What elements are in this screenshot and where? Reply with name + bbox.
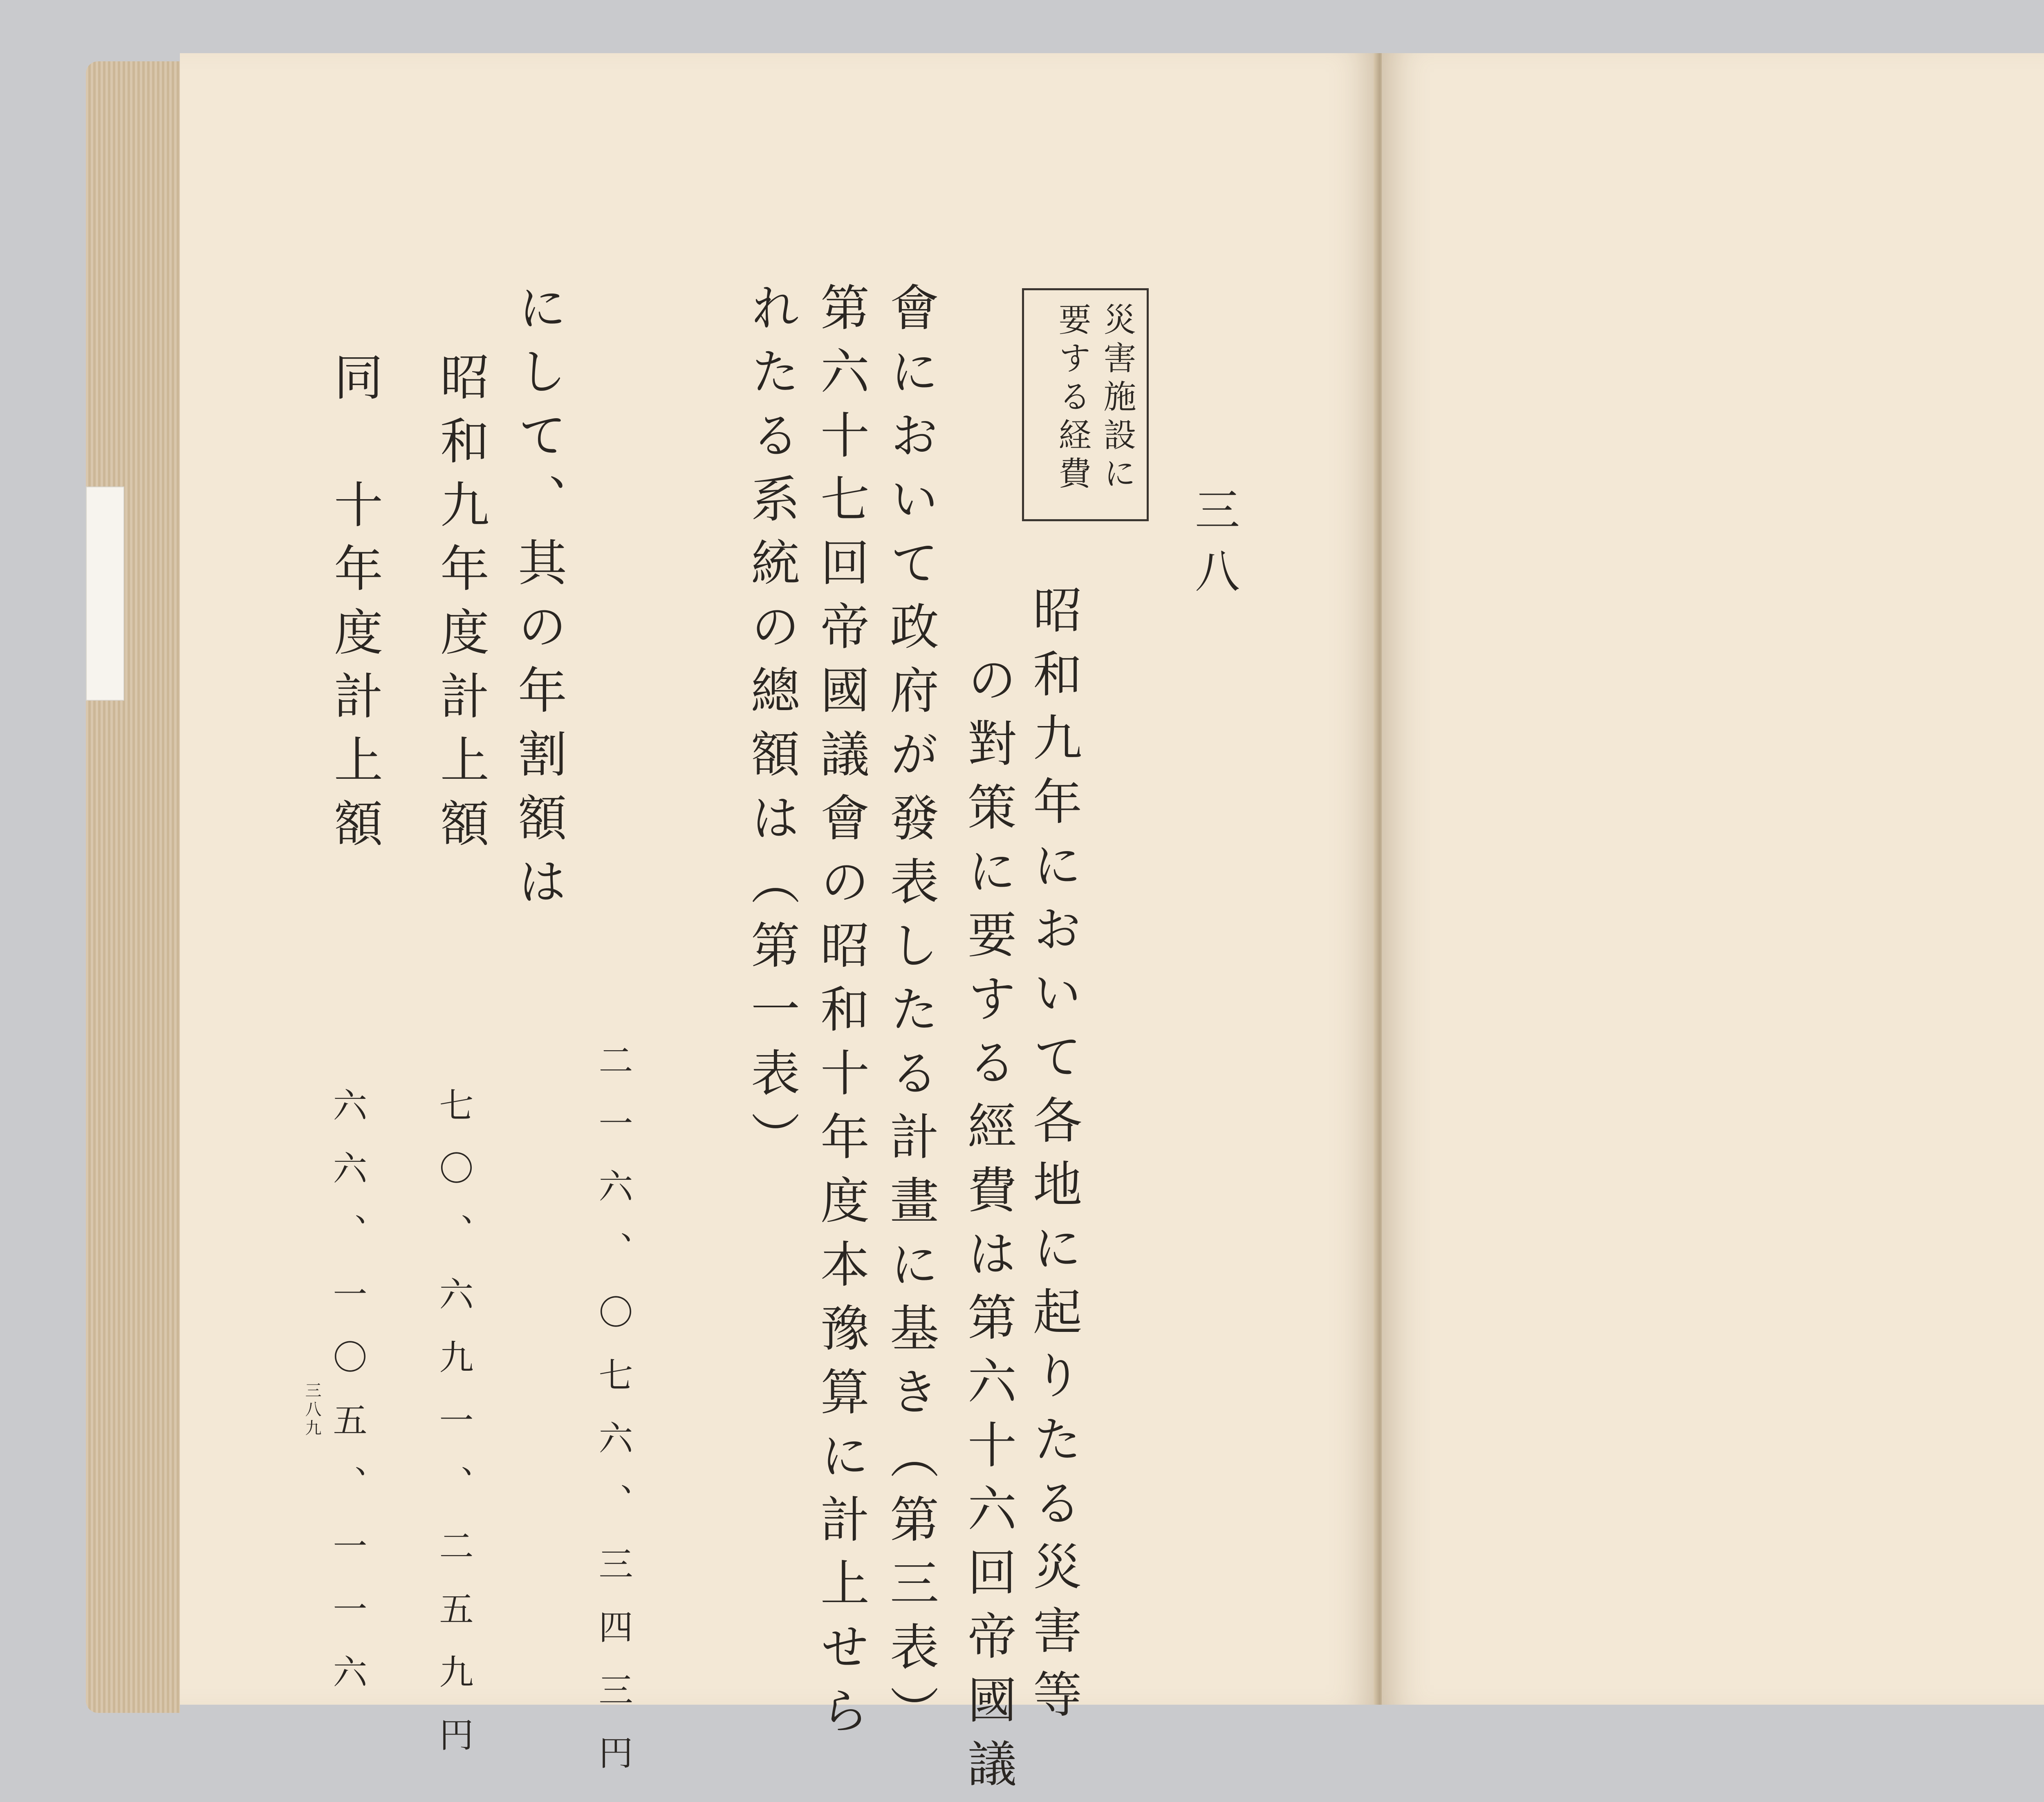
left-page bbox=[180, 53, 1378, 1802]
year10-amount: 六六、一〇五、一一六 bbox=[327, 1087, 368, 1717]
body-line-1: 昭和九年において各地に起りたる災害等 bbox=[1025, 585, 1082, 1733]
body-line-8: 同 十年度計上額 bbox=[326, 352, 383, 862]
body-line-3: 會において政府が發表したる計畫に基き（第三表） bbox=[882, 282, 939, 1749]
margin-note-line-2: 要する経費 bbox=[1053, 303, 1091, 495]
total-amount: 二一六、〇七六、三四三円 bbox=[593, 1042, 633, 1798]
year9-amount: 七〇、六九一、二五九円 bbox=[434, 1087, 474, 1780]
left-page-edges bbox=[86, 61, 180, 1713]
open-book bbox=[86, 45, 2044, 1802]
margin-note-box bbox=[1022, 288, 1149, 521]
body-line-6: にして、其の年割額は bbox=[510, 282, 567, 920]
section-heading: 三八 bbox=[1188, 486, 1240, 609]
right-page bbox=[1382, 53, 2044, 1705]
body-line-7: 昭和九年度計上額 bbox=[432, 352, 489, 862]
margin-note-line-1: 災害施設に bbox=[1098, 303, 1136, 495]
body-line-2: の對策に要する經費は第六十六回帝國議 bbox=[959, 654, 1016, 1802]
body-line-5: れたる系統の總額は（第一表） bbox=[743, 282, 800, 1175]
page-number-left: 三八九 bbox=[303, 1382, 321, 1438]
paper-tab bbox=[86, 486, 124, 701]
body-line-4: 第六十七回帝國議會の昭和十年度本豫算に計上せら bbox=[812, 282, 869, 1749]
